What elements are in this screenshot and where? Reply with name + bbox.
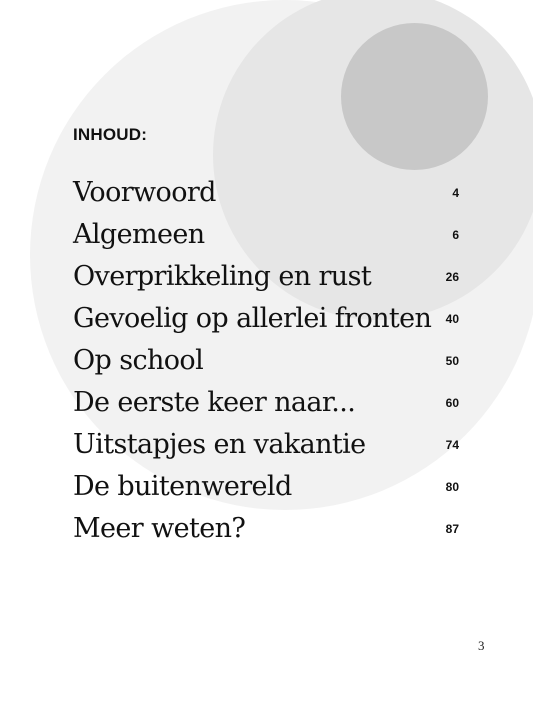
page-number: 3 <box>478 638 485 653</box>
toc-entry-page: 4 <box>452 186 459 200</box>
toc-entry[interactable] <box>73 172 461 214</box>
toc-entry-page: 60 <box>445 396 459 410</box>
decorative-circle-small <box>341 23 488 170</box>
toc-entry-title: Uitstapjes en vakantie <box>73 429 366 460</box>
toc-entry[interactable] <box>73 298 461 340</box>
toc-entry-title: Gevoelig op allerlei fronten <box>73 303 432 334</box>
toc-entry-page: 80 <box>445 480 459 494</box>
toc-entry[interactable] <box>73 382 461 424</box>
toc-entry-page: 50 <box>445 354 459 368</box>
toc-entry[interactable] <box>73 214 461 256</box>
toc-entry-page: 74 <box>445 438 459 452</box>
toc-entry-page: 87 <box>445 522 459 536</box>
toc-entry[interactable] <box>73 340 461 382</box>
toc-entry-title: Op school <box>73 345 204 376</box>
toc-entry-title: De buitenwereld <box>73 471 292 502</box>
toc-entry-title: Meer weten? <box>73 513 246 544</box>
toc-entry[interactable] <box>73 256 461 298</box>
toc-entry[interactable] <box>73 466 461 508</box>
toc-entry[interactable] <box>73 424 461 466</box>
toc-heading: INHOUD: <box>73 125 148 144</box>
toc-entry-title: Algemeen <box>73 219 205 250</box>
table-of-contents <box>73 172 461 550</box>
toc-entry-title: Overprikkeling en rust <box>73 261 372 292</box>
toc-entry-page: 40 <box>445 312 459 326</box>
toc-entry-page: 26 <box>445 270 459 284</box>
toc-entry-page: 6 <box>452 228 459 242</box>
toc-entry-title: Voorwoord <box>73 177 216 208</box>
toc-entry-title: De eerste keer naar... <box>73 387 356 418</box>
toc-entry[interactable] <box>73 508 461 550</box>
